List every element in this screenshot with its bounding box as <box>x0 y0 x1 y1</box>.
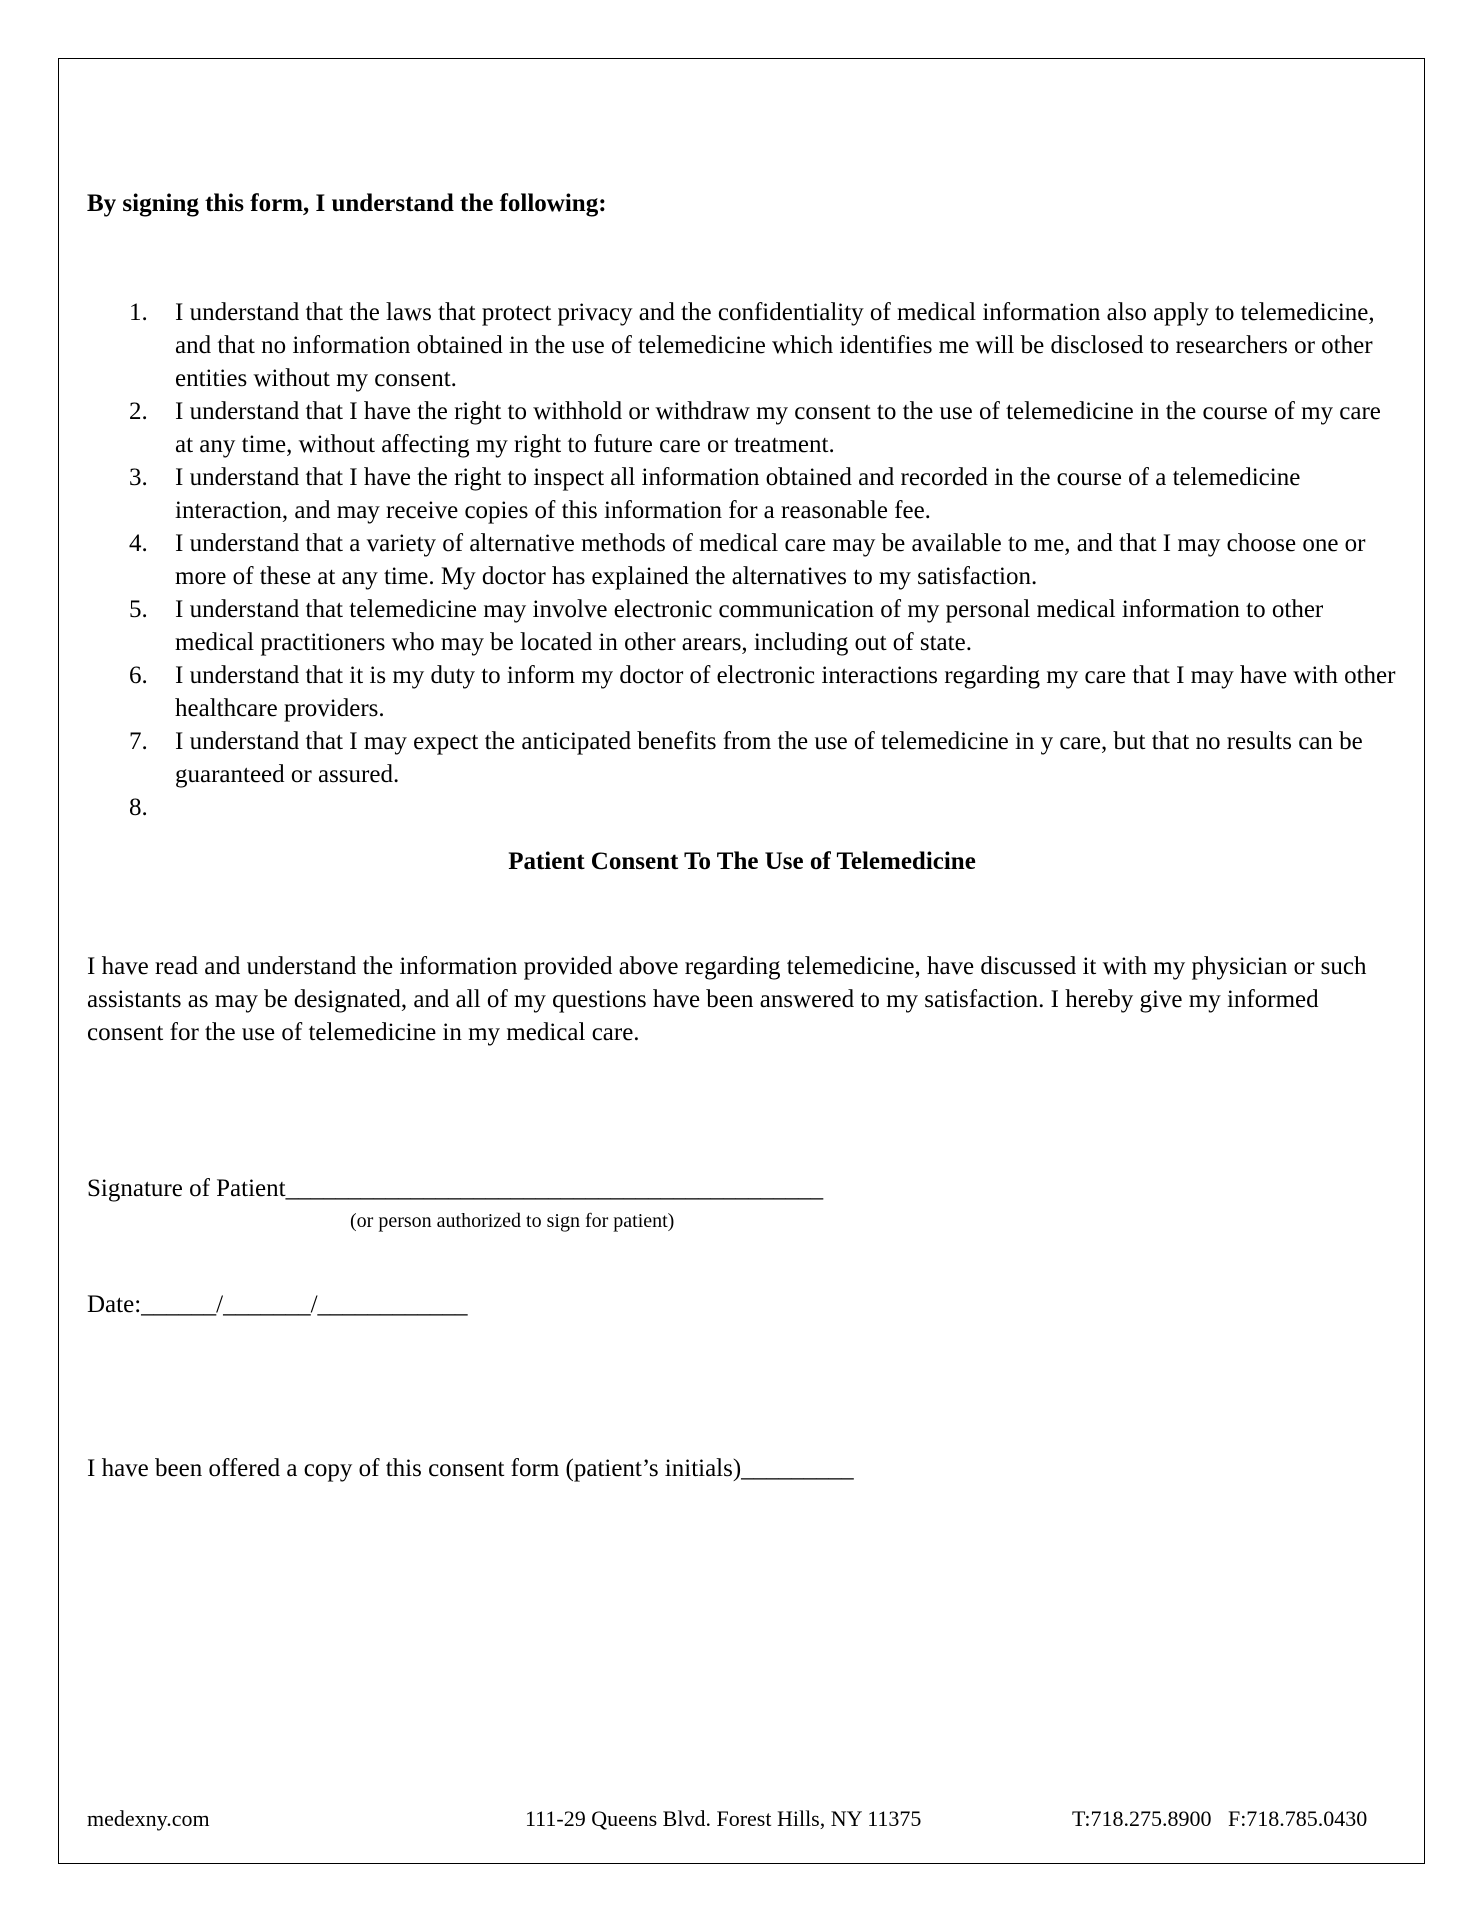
list-item-number: 7. <box>129 728 148 755</box>
initials-field[interactable]: I have been offered a copy of this consent form (patient’s initials)_________ <box>87 1455 854 1482</box>
footer-website: medexny.com <box>87 1806 210 1831</box>
list-item <box>87 593 1397 659</box>
list-item-text: I understand that I have the right to inspect all information obtained and recorded in the course of a telemedicine interaction, and may receive copies of this information for a reasonable fee. <box>175 464 1301 524</box>
list-item <box>87 527 1397 593</box>
list-item-number: 5. <box>129 596 148 623</box>
footer-address: 111-29 Queens Blvd. Forest Hills, NY 11375 <box>525 1806 922 1831</box>
list-item-text: I understand that I may expect the anticipated benefits from the use of telemedicine in y care, but that no results can be guaranteed or assured. <box>175 728 1363 788</box>
list-item-text: I understand that it is my duty to inform my doctor of electronic interactions regarding my care that I may have with other healthcare providers. <box>175 662 1396 722</box>
intro-heading: By signing this form, I understand the following: <box>87 190 607 217</box>
list-item-number: 8. <box>129 794 148 821</box>
date-field[interactable]: Date:______/_______/____________ <box>87 1291 468 1318</box>
list-item-number: 1. <box>129 299 148 326</box>
list-item-text: I understand that telemedicine may involve electronic communication of my personal medical information to other medical practitioners who may be located in other arears, including out of state. <box>175 596 1324 656</box>
list-item-number: 4. <box>129 530 148 557</box>
list-item-number: 2. <box>129 398 148 425</box>
list-item <box>87 659 1397 725</box>
understanding-list <box>87 296 1397 824</box>
list-item <box>87 461 1397 527</box>
list-item <box>87 725 1397 791</box>
footer-phone-fax: T:718.275.8900 F:718.785.0430 <box>1072 1806 1368 1831</box>
consent-paragraph: I have read and understand the information provided above regarding telemedicine, have discussed it with my physician or such assistants as may be designated, and all of my questions have been answered to my satisfaction. I hereby give my informed consent for the use of telemedicine in my medical care. <box>87 953 1367 1046</box>
list-item-number: 3. <box>129 464 148 491</box>
list-item <box>87 791 1397 824</box>
signature-note: (or person authorized to sign for patient) <box>350 1210 675 1232</box>
list-item-number: 6. <box>129 662 148 689</box>
signature-field[interactable]: Signature of Patient___________________________________________ <box>87 1175 824 1202</box>
list-item-text: I understand that a variety of alternative methods of medical care may be available to me, and that I may choose one or more of these at any time. My doctor has explained the alternatives to my satisfaction. <box>175 530 1366 590</box>
list-item-text: I understand that the laws that protect privacy and the confidentiality of medical information also apply to telemedicine, and that no information obtained in the use of telemedicine which identifies me will be disclosed to researchers or other entities without my consent. <box>175 299 1375 392</box>
list-item-text: I understand that I have the right to withhold or withdraw my consent to the use of telemedicine in the course of my care at any time, without affecting my right to future care or treatment. <box>175 398 1381 458</box>
list-item <box>87 395 1397 461</box>
consent-title: Patient Consent To The Use of Telemedicine <box>508 848 976 875</box>
list-item <box>87 296 1397 395</box>
